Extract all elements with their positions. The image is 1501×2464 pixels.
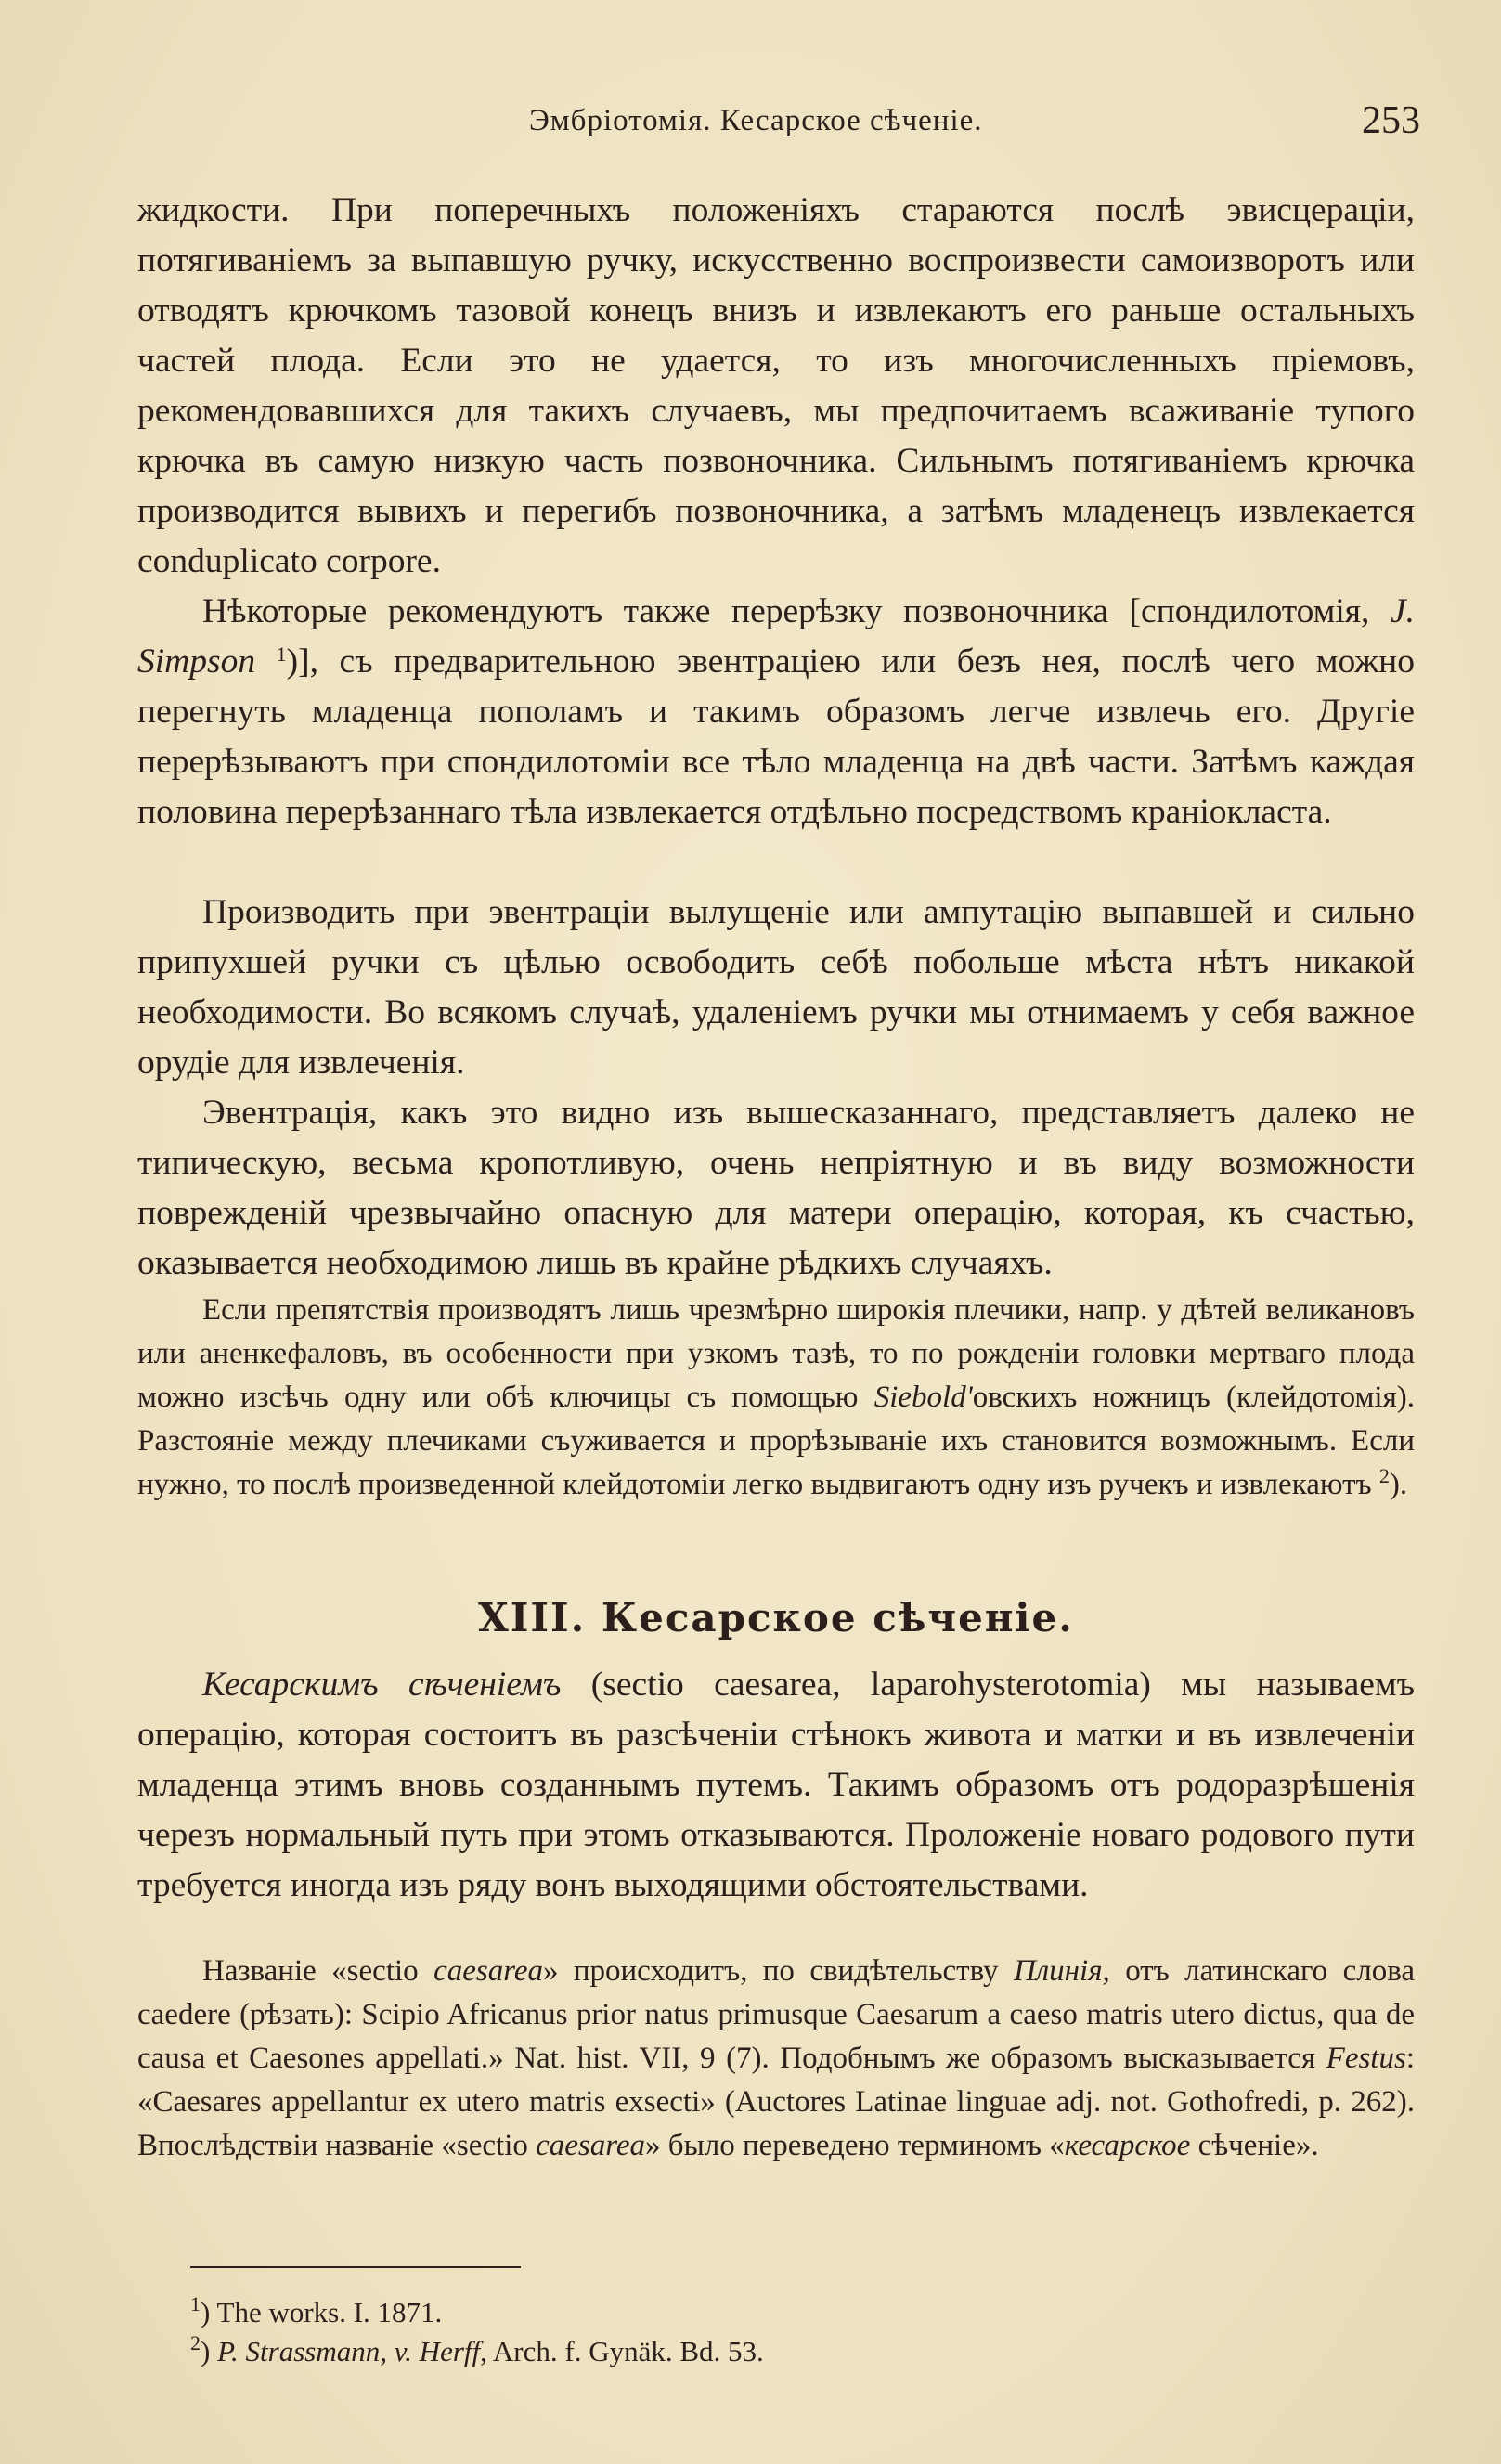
paragraph-text: Названіе «sectio [202,1954,434,1988]
paragraph-cleidotomy [137,1289,1415,1507]
footnote-mark: 2 [190,2331,201,2354]
running-head [529,99,1420,150]
paragraph-text: (sectio caesarea, laparohysterotomia) мы называемъ операцію, которая состоитъ въ разсѣченіи стѣнокъ живота и матки и въ извлеченіи младенца этимъ вновь созданнымъ путемъ. Такимъ образомъ отъ родоразрѣшенія черезъ нормальный путь при этомъ отказываются. Проложеніе новаго родового пути требуется иногда изъ ряду вонъ выходящими обстоятельствами. [137,1666,1415,1904]
paragraph-text: сѣченіе». [1190,2129,1319,2162]
author-name: v. Herff [394,2335,481,2367]
footnote-mark: 1 [190,2292,201,2315]
emphasis-text: кесарское [1064,2129,1191,2162]
footnote-text: , [380,2335,395,2367]
paragraph-text: Нѣкоторые рекомендуютъ также перерѣзку позвоночника [спондилотомія, [202,592,1391,630]
paragraph-etymology [137,1950,1415,2168]
author-name: Плинія, [1013,1954,1110,1988]
footnote-text: , Arch. f. Gynäk. Bd. 53. [480,2335,764,2367]
paragraph-text: ). [1389,1468,1408,1501]
paragraph-text: » было переведено терминомъ « [645,2129,1065,2162]
footnote-ref: 1 [276,642,287,666]
paragraph-eventration-summary: Эвентрація, какъ это видно изъ вышесказаннаго, представляетъ далеко не типическую, весьма кропотливую, очень непріятную и въ виду возможности поврежденій чрезвычайно опасную для матери операцію, которая, къ счастью, оказывается необходимою лишь въ крайне рѣдкихъ случаяхъ. [137,1094,1415,1282]
emphasis-text: caesarea [433,1954,543,1988]
paragraph-text: )], съ предварительною эвентраціею или безъ нея, послѣ чего можно перегнуть младенца пополамъ и такимъ образомъ легче извлечь его. Другіе перерѣзываютъ при спондилотоміи все тѣло младенца на двѣ части. Затѣмъ каждая половина перерѣзаннаго тѣла извлекается отдѣльно посредствомъ краніокласта. [137,642,1416,831]
section-heading: XIII. Кесарское сѣченіе. [478,1595,1074,1641]
author-name: J. Simpson [137,592,1415,681]
paragraph-spondylotomy [137,587,1415,837]
paragraph-text: » происходитъ, по свидѣтельству [542,1954,1014,1988]
paragraph-caesarean-definition [137,1660,1415,1911]
paragraph-text: отъ латинскаго слова caedere (рѣзать): Scipio Africanus prior natus primusque Caesarum a caeso matris utero dictus, qua de causa et Caesones appellati.» Nat. hist. VII, 9 (7). Подобнымъ же образомъ высказывается [137,1954,1415,2075]
footnote-text: ) [201,2335,218,2367]
author-name: P. Strassmann [217,2335,381,2367]
page-number: 253 [1362,99,1420,142]
defined-term: Кесарскимъ сѣченіемъ [202,1666,562,1704]
footnote-ref: 2 [1378,1464,1390,1487]
paragraph-text: овскихъ ножницъ (клейдотомія). Разстояніе между плечиками съуживается и прорѣзываніе ихъ становится возможнымъ. Если нужно, то послѣ произведенной клейдотоміи легко выдвигаютъ одну изъ ручекъ и извлекаютъ [137,1381,1415,1501]
running-title: Эмбріотомія. Кесарское сѣченіе. [529,104,983,137]
footnote-text: ) The works. I. 1871. [201,2296,443,2328]
emphasis-text: caesarea [536,2129,646,2162]
author-name: Siebold' [873,1381,973,1414]
paragraph-text: : «Caesares appellantur ex utero matris exsecti» (Auctores Latinae linguae adj. not. Gothofredi, p. 262). Впослѣдствіи названіе «sectio [137,2042,1415,2162]
paragraph-text: Если препятствія производятъ лишь чрезмѣрно широкія плечики, напр. у дѣтей великановъ или аненкефаловъ, въ особенности при узкомъ тазѣ, то по рожденіи головки мертваго плода можно изсѣчь одну или обѣ ключицы съ помощью [137,1293,1415,1414]
footnote-divider [190,2266,521,2268]
author-name: Festus [1326,2042,1406,2075]
footnote-1 [190,2294,442,2331]
paragraph-embryotomy-continuation: жидкости. При поперечныхъ положеніяхъ стараются послѣ эвисцераціи, потягиваніемъ за выпавшую ручку, искусственно воспроизвести самоизворотъ или отводятъ крючкомъ тазовой конецъ внизъ и извлекаютъ его раньше остальныхъ частей плода. Если это не удается, то изъ многочисленныхъ пріемовъ, рекомендовавшихся для такихъ случаевъ, мы предпочитаемъ всаживаніе тупого крючка въ самую низкую часть позвоночника. Сильнымъ потягиваніемъ крючка производится вывихъ и перегибъ позвоночника, а затѣмъ младенецъ извлекается conduplicato corpore. [137,191,1415,580]
footnote-2 [190,2333,764,2370]
paragraph-arm-amputation: Производить при эвентраціи вылущеніе или ампутацію выпавшей и сильно припухшей ручки съ цѣлью освободить себѣ побольше мѣста нѣтъ никакой необходимости. Во всякомъ случаѣ, удаленіемъ ручки мы отнимаемъ у себя важное орудіе для извлеченія. [137,893,1415,1082]
